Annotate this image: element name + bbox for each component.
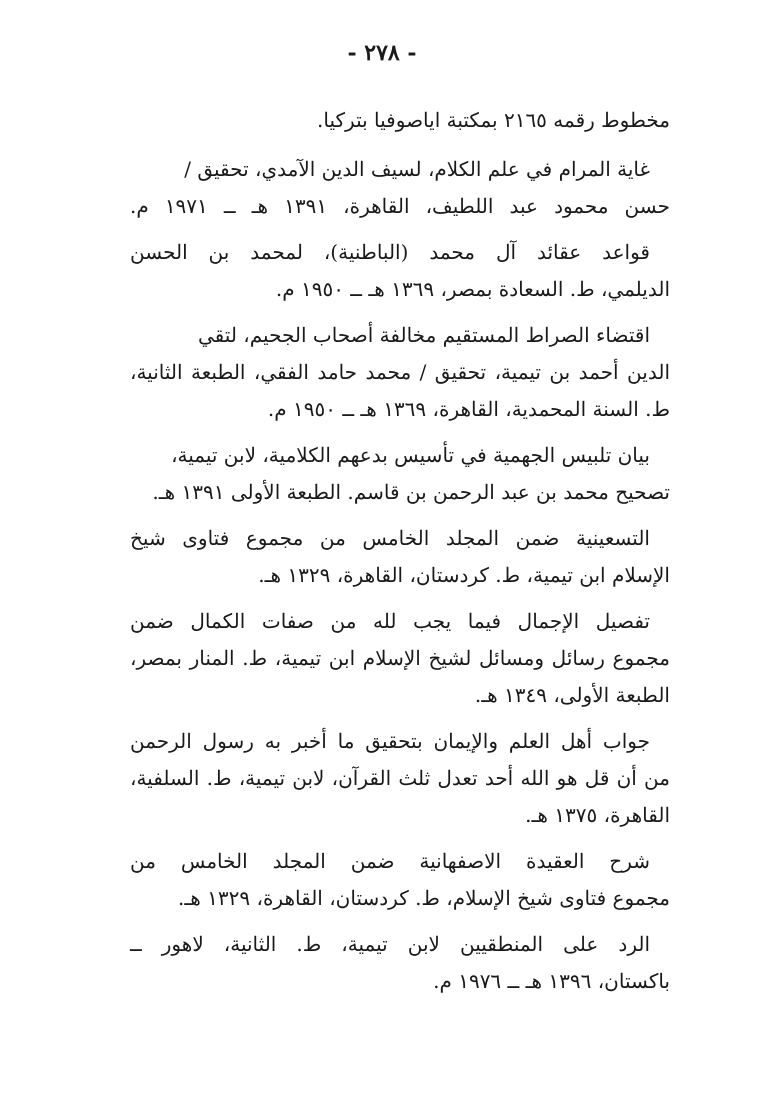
entry-line: باكستان، ١٣٩٦ هـ ــ ١٩٧٦ م.	[433, 969, 670, 993]
entry-line: ط. السنة المحمدية، القاهرة، ١٣٦٩ هـ ــ ١٩٥٠ م.	[267, 397, 670, 421]
entry-line: حسن محمود عبد اللطيف، القاهرة، ١٣٩١ هـ ــ ١٩٧١ م.	[130, 194, 670, 218]
bibliography-entry	[130, 151, 670, 225]
bibliography-entry	[130, 437, 670, 511]
entry-line: الرد على المنطقيين لابن تيمية، ط. الثانية، لاهور ــ	[130, 932, 650, 956]
entry-line: تفصيل الإجمال فيما يجب لله من صفات الكمال ضمن	[130, 609, 650, 633]
entry-line: الدين أحمد بن تيمية، تحقيق / محمد حامد الفقي، الطبعة الثانية،	[130, 360, 670, 384]
bibliography-entry	[130, 723, 670, 834]
entry-line: مخطوط رقمه ٢١٦٥ بمكتبة اياصوفيا بتركيا.	[317, 108, 670, 132]
entry-line: بيان تلبيس الجهمية في تأسيس بدعهم الكلامية، لابن تيمية،	[171, 443, 650, 467]
bibliography-entry	[130, 520, 670, 594]
entry-line: جواب أهل العلم والإيمان بتحقيق ما أخبر به رسول الرحمن	[130, 729, 650, 753]
entry-line: مجموع رسائل ومسائل لشيخ الإسلام ابن تيمية، ط. المنار بمصر،	[130, 646, 670, 670]
bibliography-entry	[130, 234, 670, 308]
entry-line: مجموع فتاوى شيخ الإسلام، ط. كردستان، القاهرة، ١٣٢٩ هـ.	[178, 886, 670, 910]
bibliography-entry	[130, 317, 670, 428]
entry-line: الطبعة الأولى، ١٣٤٩ هـ.	[474, 683, 670, 707]
entry-line: الإسلام ابن تيمية، ط. كردستان، القاهرة، ١٣٢٩ هـ.	[258, 563, 670, 587]
entry-line: من أن قل هو الله أحد تعدل ثلث القرآن، لابن تيمية، ط. السلفية،	[130, 766, 670, 790]
bibliography-entry	[130, 102, 670, 139]
bibliography-entry	[130, 843, 670, 917]
bibliography-entry	[130, 603, 670, 714]
bibliography-list	[130, 102, 670, 1009]
entry-line: شرح العقيدة الاصفهانية ضمن المجلد الخامس من	[130, 849, 650, 873]
bibliography-entry	[130, 926, 670, 1000]
page-number: - ٢٧٨ -	[347, 40, 417, 66]
entry-line: القاهرة، ١٣٧٥ هـ.	[525, 803, 670, 827]
entry-line: التسعينية ضمن المجلد الخامس من مجموع فتاوى شيخ	[130, 526, 650, 550]
entry-line: الديلمي، ط. السعادة بمصر، ١٣٦٩ هـ ــ ١٩٥٠ م.	[275, 277, 670, 301]
entry-line: غاية المرام في علم الكلام، لسيف الدين الآمدي، تحقيق /	[184, 157, 650, 181]
entry-line: اقتضاء الصراط المستقيم مخالفة أصحاب الجحيم، لتقي	[198, 323, 650, 347]
entry-line: قواعد عقائد آل محمد (الباطنية)، لمحمد بن الحسن	[130, 240, 650, 264]
entry-line: تصحيح محمد بن عبد الرحمن بن قاسم. الطبعة الأولى ١٣٩١ هـ.	[152, 480, 670, 504]
